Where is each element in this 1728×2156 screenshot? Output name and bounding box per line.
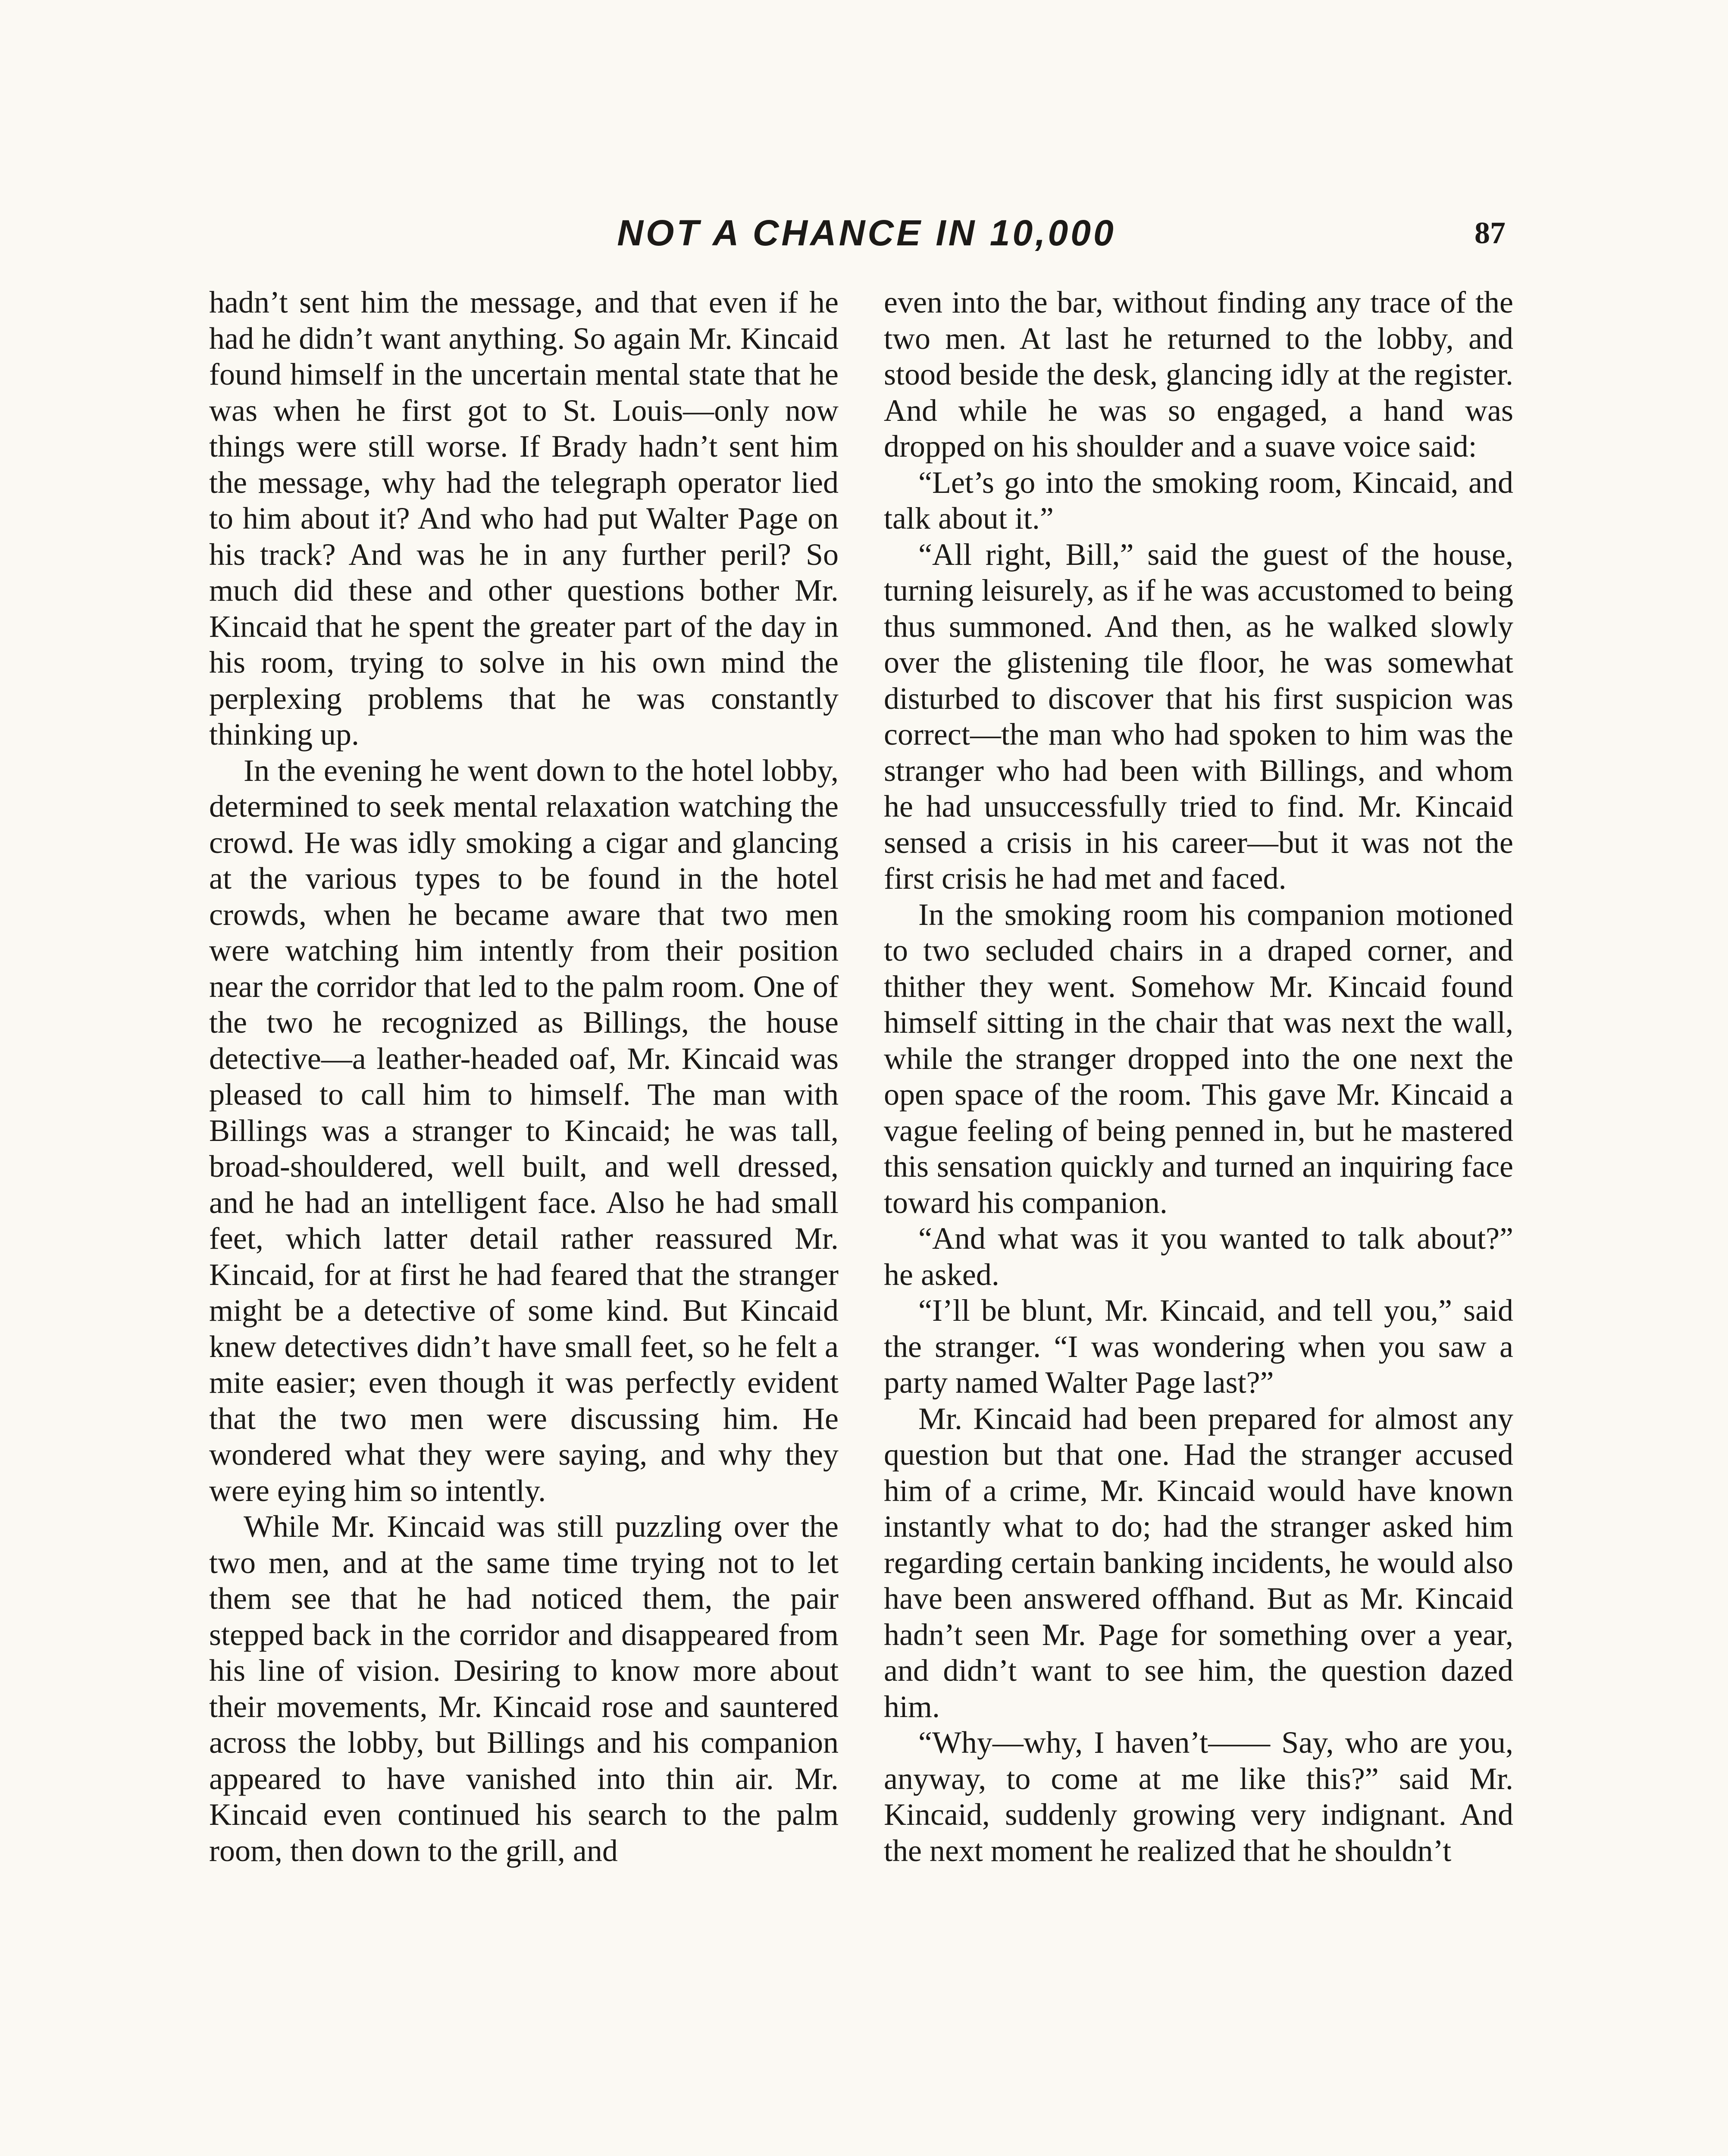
paragraph: In the smoking room his companion motioned to two secluded chairs in a draped corner, and thither they went. Somehow Mr. Kincaid found himself sitting in the chair that was next the wall, while the stranger dropped into the one next the open space of the room. This gave Mr. Kincaid a vague feeling of being penned in, but he mastered this sensation quickly and turned an inquiring face toward his companion. bbox=[884, 897, 1513, 1220]
paragraph: hadn’t sent him the message, and that even if he had he didn’t want anything. So again Mr. Kincaid found himself in the uncertain mental state that he was when he first got to St. Louis—only now things were still worse. If Brady hadn’t sent him the message, why had the telegraph operator lied to him about it? And who had put Walter Page on his track? And was he in any further peril? So much did these and other questions bother Mr. Kincaid that he spent the greater part of the day in his room, trying to solve in his own mind the perplexing problems that he was constantly thinking up. bbox=[209, 285, 839, 752]
paragraph: “And what was it you wanted to talk about?” he asked. bbox=[884, 1221, 1513, 1292]
story-title: NOT A CHANCE IN 10,000 bbox=[617, 213, 1116, 253]
paragraph: “Let’s go into the smoking room, Kincaid, and talk about it.” bbox=[884, 465, 1513, 536]
paragraph: Mr. Kincaid had been prepared for almost any question but that one. Had the stranger accused him of a crime, Mr. Kincaid would have known instantly what to do; had the stranger asked him regarding certain banking incidents, he would also have been answered offhand. But as Mr. Kincaid hadn’t seen Mr. Page for something over a year, and didn’t want to see him, the question dazed him. bbox=[884, 1401, 1513, 1724]
right-text-column bbox=[884, 285, 1513, 1869]
running-header bbox=[0, 207, 1728, 259]
paragraph: In the evening he went down to the hotel lobby, determined to seek mental relaxation watching the crowd. He was idly smoking a cigar and glancing at the various types to be found in the hotel crowds, when he became aware that two men were watching him intently from their position near the corridor that led to the palm room. One of the two he recognized as Billings, the house detective—a leather-headed oaf, Mr. Kincaid was pleased to call him to himself. The man with Billings was a stranger to Kincaid; he was tall, broad-shouldered, well built, and well dressed, and he had an intelligent face. Also he had small feet, which latter detail rather reassured Mr. Kincaid, for at first he had feared that the stranger might be a detective of some kind. But Kincaid knew detectives didn’t have small feet, so he felt a mite easier; even though it was perfectly evident that the two men were discussing him. He wondered what they were saying, and why they were eying him so intently. bbox=[209, 753, 839, 1508]
left-text-column bbox=[209, 285, 839, 1869]
paragraph: “I’ll be blunt, Mr. Kincaid, and tell you,” said the stranger. “I was wondering when you saw a party named Walter Page last?” bbox=[884, 1293, 1513, 1400]
paragraph: “All right, Bill,” said the guest of the house, turning leisurely, as if he was accustomed to being thus summoned. And then, as he walked slowly over the glistening tile floor, he was somewhat disturbed to discover that his first suspicion was correct—the man who had spoken to him was the stranger who had been with Billings, and whom he had unsuccessfully tried to find. Mr. Kincaid sensed a crisis in his career—but it was not the first crisis he had met and faced. bbox=[884, 537, 1513, 896]
paragraph: even into the bar, without finding any trace of the two men. At last he returned to the lobby, and stood beside the desk, glancing idly at the register. And while he was so engaged, a hand was dropped on his shoulder and a suave voice said: bbox=[884, 285, 1513, 464]
paragraph: “Why—why, I haven’t—— Say, who are you, anyway, to come at me like this?” said Mr. Kincaid, suddenly growing very indignant. And the next moment he realized that he shouldn’t bbox=[884, 1725, 1513, 1868]
page-number: 87 bbox=[1474, 216, 1506, 250]
paragraph: While Mr. Kincaid was still puzzling over the two men, and at the same time trying not to let them see that he had noticed them, the pair stepped back in the corridor and disappeared from his line of vision. Desiring to know more about their movements, Mr. Kincaid rose and sauntered across the lobby, but Billings and his companion appeared to have vanished into thin air. Mr. Kincaid even continued his search to the palm room, then down to the grill, and bbox=[209, 1509, 839, 1868]
